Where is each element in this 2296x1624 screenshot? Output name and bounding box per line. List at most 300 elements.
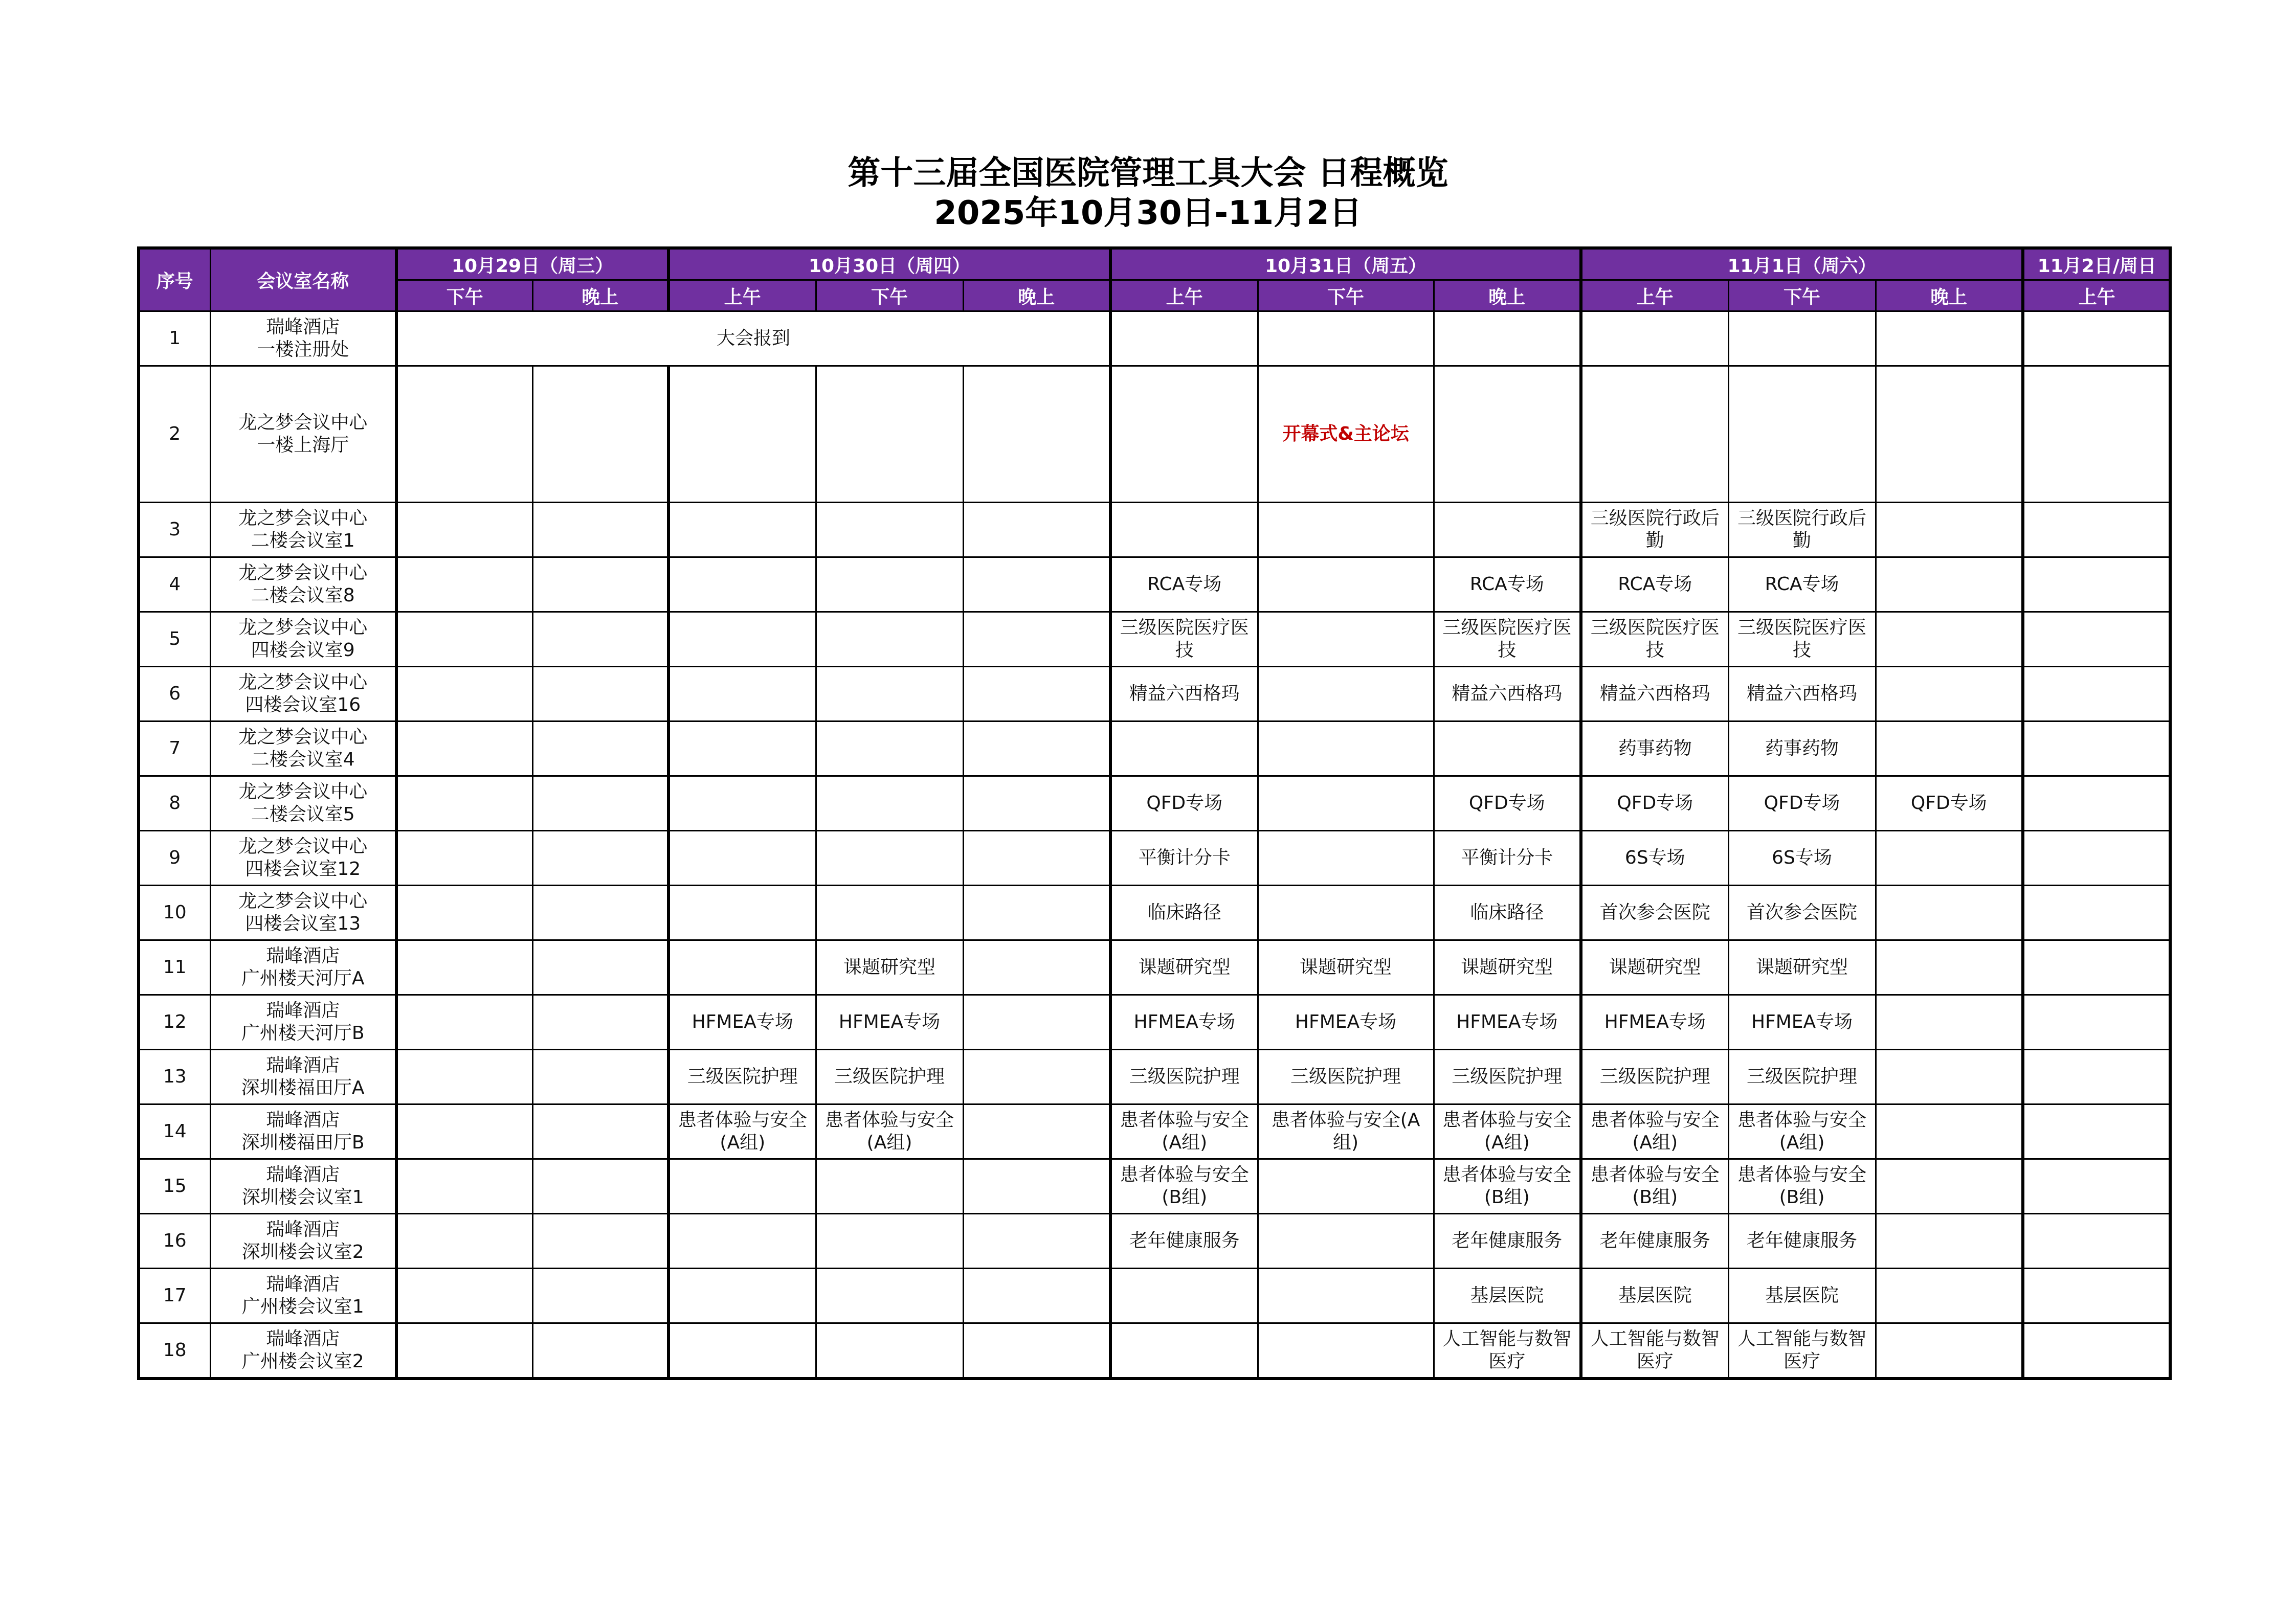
header-slot: 晚上 [532, 280, 668, 311]
session-cell [1876, 1104, 2023, 1159]
session-cell: 精益六西格玛 [1434, 667, 1581, 721]
session-cell [1728, 366, 1876, 503]
session-cell: 基层医院 [1581, 1269, 1728, 1323]
session-cell [1258, 1323, 1434, 1379]
session-cell [2023, 612, 2170, 667]
session-cell [2023, 1214, 2170, 1269]
session-cell [396, 503, 532, 557]
header-slot: 上午 [668, 280, 816, 311]
session-cell: 临床路径 [1434, 886, 1581, 940]
header-day: 11月1日（周六） [1581, 248, 2023, 280]
session-cell: 三级医院行政后勤 [1581, 503, 1728, 557]
session-cell [963, 940, 1110, 995]
session-cell [2023, 366, 2170, 503]
session-cell [1876, 1214, 2023, 1269]
session-cell: 三级医院护理 [668, 1050, 816, 1104]
session-cell: 老年健康服务 [1728, 1214, 1876, 1269]
session-cell [668, 503, 816, 557]
room-name-line: 瑞峰酒店 [266, 1274, 340, 1295]
session-cell: 老年健康服务 [1581, 1214, 1728, 1269]
session-cell [816, 1323, 963, 1379]
row-seq: 1 [139, 311, 210, 366]
session-cell [1110, 503, 1258, 557]
room-name-line: 二楼会议室4 [251, 749, 355, 770]
session-cell: 药事药物 [1581, 721, 1728, 776]
header-slot: 上午 [1110, 280, 1258, 311]
session-cell: 患者体验与安全(A组) [1258, 1104, 1434, 1159]
session-cell [963, 831, 1110, 886]
room-name-line: 龙之梦会议中心 [238, 891, 368, 912]
page-title: 第十三届全国医院管理工具大会 日程概览 [848, 154, 1448, 192]
session-cell [396, 995, 532, 1050]
session-cell: 老年健康服务 [1110, 1214, 1258, 1269]
header-slot: 下午 [816, 280, 963, 311]
session-cell [1876, 503, 2023, 557]
session-cell [963, 721, 1110, 776]
session-cell: 三级医院医疗医技 [1728, 612, 1876, 667]
room-name-line: 深圳楼会议室2 [241, 1242, 364, 1262]
room-name-line: 广州楼会议室2 [241, 1351, 364, 1372]
session-cell: 三级医院护理 [1581, 1050, 1728, 1104]
session-cell [396, 1214, 532, 1269]
session-cell: 首次参会医院 [1728, 886, 1876, 940]
session-cell [816, 612, 963, 667]
session-cell [963, 503, 1110, 557]
room-name [210, 886, 396, 940]
row-seq: 2 [139, 366, 210, 503]
session-cell [963, 776, 1110, 831]
session-cell [396, 612, 532, 667]
table-row [139, 366, 2170, 503]
session-cell: RCA专场 [1110, 557, 1258, 612]
session-cell [816, 721, 963, 776]
session-cell [963, 1050, 1110, 1104]
session-cell [532, 1214, 668, 1269]
title-block [0, 153, 2296, 233]
room-name [210, 1050, 396, 1104]
session-cell [963, 1214, 1110, 1269]
row-seq: 7 [139, 721, 210, 776]
session-cell: QFD专场 [1110, 776, 1258, 831]
session-cell [668, 612, 816, 667]
session-cell [532, 612, 668, 667]
session-cell [532, 366, 668, 503]
room-name-line: 龙之梦会议中心 [238, 562, 368, 583]
session-cell [668, 1159, 816, 1214]
session-cell: HFMEA专场 [1258, 995, 1434, 1050]
room-name [210, 776, 396, 831]
session-cell [668, 886, 816, 940]
session-cell: 6S专场 [1581, 831, 1728, 886]
room-name [210, 667, 396, 721]
room-name [210, 1214, 396, 1269]
session-cell [1258, 1269, 1434, 1323]
session-cell: HFMEA专场 [1110, 995, 1258, 1050]
session-cell: HFMEA专场 [1434, 995, 1581, 1050]
session-cell [396, 667, 532, 721]
table-row [139, 557, 2170, 612]
session-cell [396, 721, 532, 776]
session-cell [1876, 995, 2023, 1050]
session-cell [963, 1159, 1110, 1214]
room-name-line: 龙之梦会议中心 [238, 836, 368, 857]
table-row [139, 503, 2170, 557]
table-row [139, 311, 2170, 366]
room-name [210, 366, 396, 503]
room-name [210, 721, 396, 776]
session-cell [1434, 721, 1581, 776]
row-seq: 18 [139, 1323, 210, 1379]
session-cell: 三级医院护理 [1258, 1050, 1434, 1104]
session-cell: QFD专场 [1728, 776, 1876, 831]
session-cell: 老年健康服务 [1434, 1214, 1581, 1269]
session-cell [963, 612, 1110, 667]
session-cell: 平衡计分卡 [1434, 831, 1581, 886]
session-cell [1258, 776, 1434, 831]
room-name-line: 二楼会议室1 [251, 530, 355, 551]
session-cell [2023, 721, 2170, 776]
header-day: 10月30日（周四） [668, 248, 1110, 280]
header-slot: 晚上 [1876, 280, 2023, 311]
room-name [210, 557, 396, 612]
room-name [210, 612, 396, 667]
session-cell: RCA专场 [1581, 557, 1728, 612]
table-row [139, 1104, 2170, 1159]
session-cell [2023, 667, 2170, 721]
session-cell [816, 503, 963, 557]
session-cell [1581, 366, 1728, 503]
session-cell: 患者体验与安全(A组) [1728, 1104, 1876, 1159]
session-cell [2023, 831, 2170, 886]
session-cell [1876, 886, 2023, 940]
header-seq: 序号 [139, 248, 210, 311]
session-cell [1110, 311, 1258, 366]
session-cell [1876, 612, 2023, 667]
session-cell [1258, 503, 1434, 557]
room-name-line: 四楼会议室9 [251, 640, 355, 661]
room-name-line: 四楼会议室16 [245, 694, 361, 715]
room-name-line: 瑞峰酒店 [266, 317, 340, 337]
session-cell [1258, 721, 1434, 776]
session-cell [1876, 366, 2023, 503]
session-cell [532, 1159, 668, 1214]
room-name [210, 311, 396, 366]
room-name [210, 995, 396, 1050]
session-cell [963, 667, 1110, 721]
session-cell [1876, 311, 2023, 366]
room-name [210, 1159, 396, 1214]
session-cell [532, 831, 668, 886]
row-seq: 8 [139, 776, 210, 831]
room-name-line: 深圳楼福田厅B [241, 1132, 365, 1153]
session-cell: 临床路径 [1110, 886, 1258, 940]
room-name-line: 深圳楼会议室1 [241, 1187, 364, 1208]
session-cell [1434, 503, 1581, 557]
header-slot: 晚上 [1434, 280, 1581, 311]
room-name-line: 广州楼会议室1 [241, 1296, 364, 1317]
session-cell [2023, 886, 2170, 940]
session-cell: 三级医院护理 [1434, 1050, 1581, 1104]
session-cell [668, 1323, 816, 1379]
session-cell [1110, 1269, 1258, 1323]
session-cell [668, 831, 816, 886]
session-cell [668, 366, 816, 503]
session-cell [396, 1323, 532, 1379]
room-name-line: 龙之梦会议中心 [238, 508, 368, 529]
session-cell: 患者体验与安全(A组) [1110, 1104, 1258, 1159]
session-cell [1258, 667, 1434, 721]
row-seq: 16 [139, 1214, 210, 1269]
session-cell [1876, 1050, 2023, 1104]
session-cell: RCA专场 [1434, 557, 1581, 612]
session-cell [816, 886, 963, 940]
session-cell [668, 1269, 816, 1323]
header-slot: 晚上 [963, 280, 1110, 311]
table-row [139, 995, 2170, 1050]
session-cell [1434, 366, 1581, 503]
session-cell [1876, 831, 2023, 886]
session-cell [396, 940, 532, 995]
session-cell [816, 1269, 963, 1323]
session-cell [2023, 995, 2170, 1050]
session-cell [668, 721, 816, 776]
session-cell: 患者体验与安全(A组) [1581, 1104, 1728, 1159]
session-cell [396, 1050, 532, 1104]
session-cell: 课题研究型 [1110, 940, 1258, 995]
session-cell [396, 776, 532, 831]
session-cell [2023, 1269, 2170, 1323]
room-name-line: 二楼会议室5 [251, 804, 355, 825]
header-day: 11月2日/周日 [2023, 248, 2170, 280]
room-name-line: 瑞峰酒店 [266, 1000, 340, 1021]
room-name-line: 瑞峰酒店 [266, 1328, 340, 1349]
session-cell [668, 1214, 816, 1269]
row-seq: 12 [139, 995, 210, 1050]
session-cell: 课题研究型 [816, 940, 963, 995]
room-name-line: 龙之梦会议中心 [238, 781, 368, 802]
session-cell [816, 831, 963, 886]
session-cell [816, 667, 963, 721]
session-cell [2023, 311, 2170, 366]
session-cell: 精益六西格玛 [1110, 667, 1258, 721]
session-cell [532, 1050, 668, 1104]
session-cell [532, 1323, 668, 1379]
header-day: 10月29日（周三） [396, 248, 668, 280]
room-name-line: 广州楼天河厅B [241, 1023, 365, 1044]
session-cell: 精益六西格玛 [1728, 667, 1876, 721]
session-cell [396, 1269, 532, 1323]
row-seq: 3 [139, 503, 210, 557]
session-cell: 三级医院医疗医技 [1581, 612, 1728, 667]
session-cell [1258, 1159, 1434, 1214]
session-cell: 患者体验与安全(A组) [1434, 1104, 1581, 1159]
session-cell [668, 557, 816, 612]
session-cell: HFMEA专场 [816, 995, 963, 1050]
session-cell [532, 557, 668, 612]
session-cell [2023, 1159, 2170, 1214]
session-cell: 课题研究型 [1258, 940, 1434, 995]
room-name-line: 一楼注册处 [257, 339, 349, 360]
row-seq: 5 [139, 612, 210, 667]
session-cell [396, 1159, 532, 1214]
room-name-line: 一楼上海厅 [257, 435, 349, 456]
session-cell: 课题研究型 [1434, 940, 1581, 995]
session-cell: 基层医院 [1434, 1269, 1581, 1323]
session-cell: 课题研究型 [1581, 940, 1728, 995]
header-slot: 下午 [396, 280, 532, 311]
session-cell [396, 366, 532, 503]
session-cell [1258, 612, 1434, 667]
table-row [139, 831, 2170, 886]
session-cell [1110, 721, 1258, 776]
room-name-line: 瑞峰酒店 [266, 1164, 340, 1185]
session-cell: 患者体验与安全(A组) [668, 1104, 816, 1159]
header-slot: 上午 [1581, 280, 1728, 311]
room-name-line: 广州楼天河厅A [241, 968, 365, 989]
room-name [210, 1269, 396, 1323]
session-cell: 患者体验与安全(B组) [1728, 1159, 1876, 1214]
session-cell [963, 1323, 1110, 1379]
session-cell: RCA专场 [1728, 557, 1876, 612]
room-name-line: 瑞峰酒店 [266, 945, 340, 966]
header-slot: 下午 [1258, 280, 1434, 311]
session-cell [963, 366, 1110, 503]
session-cell: HFMEA专场 [668, 995, 816, 1050]
session-cell [1876, 667, 2023, 721]
row-seq: 9 [139, 831, 210, 886]
session-cell [1581, 311, 1728, 366]
session-cell: 人工智能与数智医疗 [1434, 1323, 1581, 1379]
session-cell: QFD专场 [1581, 776, 1728, 831]
row-seq: 14 [139, 1104, 210, 1159]
session-cell [1728, 311, 1876, 366]
table-row [139, 1159, 2170, 1214]
session-cell [396, 886, 532, 940]
room-name-line: 龙之梦会议中心 [238, 617, 368, 638]
session-cell [1258, 311, 1434, 366]
session-cell [1876, 721, 2023, 776]
session-cell [1258, 831, 1434, 886]
session-cell: 三级医院护理 [816, 1050, 963, 1104]
session-cell: 开幕式&主论坛 [1258, 366, 1434, 503]
room-name-line: 瑞峰酒店 [266, 1219, 340, 1240]
page-subtitle: 2025年10月30日-11月2日 [934, 194, 1362, 232]
session-cell: 大会报到 [396, 311, 1110, 366]
session-cell: 三级医院行政后勤 [1728, 503, 1876, 557]
session-cell [1876, 1323, 2023, 1379]
session-cell [532, 940, 668, 995]
session-cell [1876, 1269, 2023, 1323]
table-row [139, 667, 2170, 721]
session-cell [816, 557, 963, 612]
session-cell: 6S专场 [1728, 831, 1876, 886]
room-name [210, 831, 396, 886]
session-cell [396, 831, 532, 886]
session-cell [2023, 557, 2170, 612]
table-row [139, 940, 2170, 995]
room-name-line: 深圳楼福田厅A [241, 1077, 365, 1098]
session-cell: 患者体验与安全(B组) [1581, 1159, 1728, 1214]
session-cell [963, 1104, 1110, 1159]
session-cell [963, 995, 1110, 1050]
session-cell [2023, 940, 2170, 995]
session-cell [396, 557, 532, 612]
session-cell [2023, 503, 2170, 557]
session-cell: 三级医院护理 [1110, 1050, 1258, 1104]
session-cell [816, 366, 963, 503]
session-cell [668, 940, 816, 995]
session-cell [2023, 1104, 2170, 1159]
session-cell [2023, 1323, 2170, 1379]
table-row [139, 612, 2170, 667]
session-cell [816, 1159, 963, 1214]
session-cell: 患者体验与安全(B组) [1110, 1159, 1258, 1214]
room-name-line: 龙之梦会议中心 [238, 412, 368, 433]
row-seq: 13 [139, 1050, 210, 1104]
session-cell [532, 1104, 668, 1159]
session-cell [396, 1104, 532, 1159]
session-cell [963, 886, 1110, 940]
session-cell [963, 557, 1110, 612]
session-cell [816, 1214, 963, 1269]
session-cell [532, 995, 668, 1050]
table-row [139, 886, 2170, 940]
session-cell [963, 1269, 1110, 1323]
table-row [139, 1269, 2170, 1323]
table-row [139, 1323, 2170, 1379]
table-row [139, 1050, 2170, 1104]
session-cell [532, 667, 668, 721]
table-row [139, 1214, 2170, 1269]
session-cell [532, 776, 668, 831]
session-cell [1258, 1214, 1434, 1269]
room-name [210, 940, 396, 995]
row-seq: 4 [139, 557, 210, 612]
session-cell: 患者体验与安全(A组) [816, 1104, 963, 1159]
session-cell: 患者体验与安全(B组) [1434, 1159, 1581, 1214]
header-day: 10月31日（周五） [1110, 248, 1581, 280]
room-name-line: 四楼会议室12 [245, 859, 361, 879]
room-name-line: 龙之梦会议中心 [238, 672, 368, 693]
session-cell [1258, 886, 1434, 940]
session-cell: HFMEA专场 [1728, 995, 1876, 1050]
session-cell: 三级医院医疗医技 [1110, 612, 1258, 667]
room-name-line: 瑞峰酒店 [266, 1110, 340, 1131]
session-cell: 课题研究型 [1728, 940, 1876, 995]
session-cell [1434, 311, 1581, 366]
row-seq: 10 [139, 886, 210, 940]
session-cell: 三级医院医疗医技 [1434, 612, 1581, 667]
room-name [210, 1104, 396, 1159]
session-cell: HFMEA专场 [1581, 995, 1728, 1050]
room-name-line: 二楼会议室8 [251, 585, 355, 606]
session-cell [816, 776, 963, 831]
room-name-line: 龙之梦会议中心 [238, 727, 368, 748]
session-cell: 人工智能与数智医疗 [1581, 1323, 1728, 1379]
session-cell: 基层医院 [1728, 1269, 1876, 1323]
row-seq: 11 [139, 940, 210, 995]
row-seq: 17 [139, 1269, 210, 1323]
session-cell: 首次参会医院 [1581, 886, 1728, 940]
schedule-table [137, 246, 2172, 1380]
session-cell: 平衡计分卡 [1110, 831, 1258, 886]
session-cell [1110, 366, 1258, 503]
session-cell [1876, 1159, 2023, 1214]
session-cell [1258, 557, 1434, 612]
session-cell: QFD专场 [1876, 776, 2023, 831]
session-cell [2023, 1050, 2170, 1104]
session-cell [1110, 1323, 1258, 1379]
